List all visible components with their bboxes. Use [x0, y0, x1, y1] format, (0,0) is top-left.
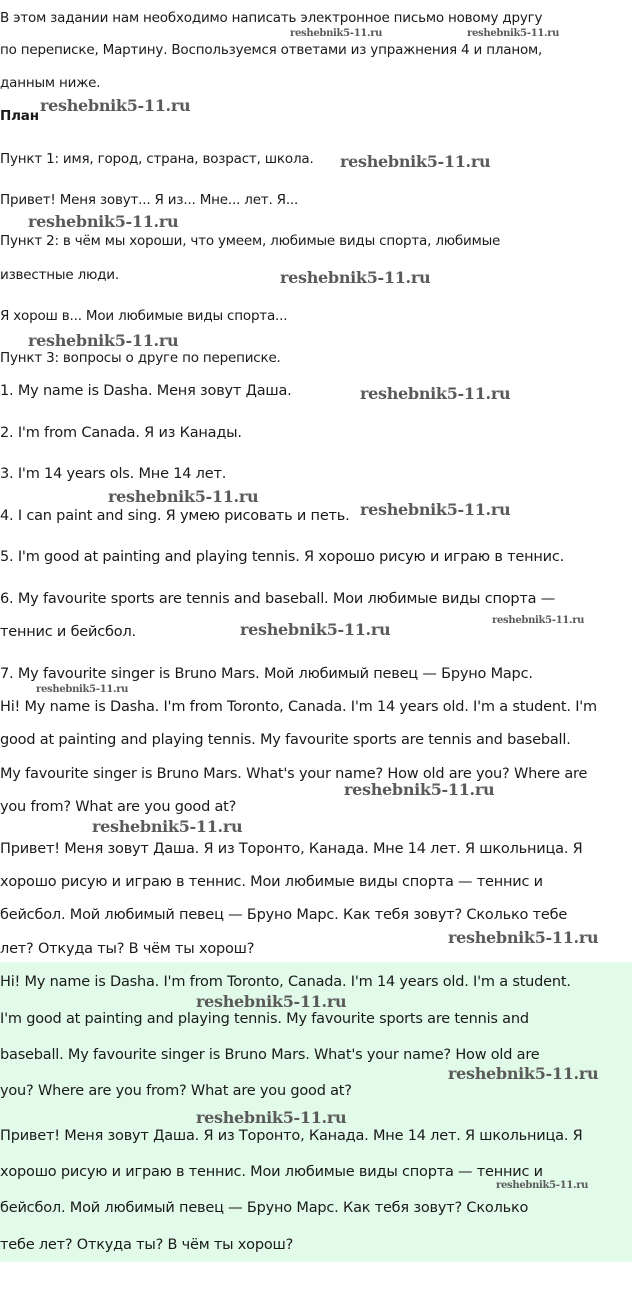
plan-point: Пункт 2: в чём мы хороши, что умеем, любимые виды спорта, любимые — [0, 233, 501, 249]
watermark: reshebnik5-11.ru — [196, 1108, 347, 1127]
plan-point: Я хорош в... Мои любимые виды спорта... — [0, 308, 288, 324]
intro-line: В этом задании нам необходимо написать электронное письмо новому другу — [0, 10, 543, 26]
answer-line: 3. I'm 14 years ols. Мне 14 лет. — [0, 466, 227, 482]
watermark: reshebnik5-11.ru — [92, 817, 243, 836]
watermark: reshebnik5-11.ru — [40, 96, 191, 115]
watermark: reshebnik5-11.ru — [196, 992, 347, 1011]
answer-line: 1. My name is Dasha. Меня зовут Даша. — [0, 383, 292, 399]
plan-point: известные люди. — [0, 267, 119, 283]
draft-ru-line: Привет! Меня зовут Даша. Я из Торонто, Канада. Мне 14 лет. Я школьница. Я — [0, 841, 583, 857]
plan-point: Привет! Меня зовут... Я из... Мне... лет. Я... — [0, 192, 299, 208]
final-ru-line: Привет! Меня зовут Даша. Я из Торонто, Канада. Мне 14 лет. Я школьница. Я — [0, 1128, 583, 1144]
plan-heading: План — [0, 108, 39, 124]
answer-line: 2. I'm from Canada. Я из Канады. — [0, 425, 242, 441]
draft-ru-line: хорошо рисую и играю в теннис. Мои любимые виды спорта — теннис и — [0, 874, 543, 890]
watermark: reshebnik5-11.ru — [492, 615, 585, 626]
draft-en-line: Hi! My name is Dasha. I'm from Toronto, Canada. I'm 14 years old. I'm a student. I'm — [0, 699, 597, 715]
watermark: reshebnik5-11.ru — [448, 1064, 599, 1083]
answer-line: 6. My favourite sports are tennis and baseball. Мои любимые виды спорта — — [0, 591, 556, 607]
final-en-line: Hi! My name is Dasha. I'm from Toronto, Canada. I'm 14 years old. I'm a student. — [0, 974, 571, 990]
watermark: reshebnik5-11.ru — [108, 487, 259, 506]
draft-ru-line: лет? Откуда ты? В чём ты хорош? — [0, 941, 255, 957]
draft-en-line: My favourite singer is Bruno Mars. What's your name? How old are you? Where are — [0, 766, 588, 782]
final-ru-line: бейсбол. Мой любимый певец — Бруно Марс. Как тебя зовут? Сколько — [0, 1200, 529, 1216]
answer-line: 7. My favourite singer is Bruno Mars. Мой любимый певец — Бруно Марс. — [0, 666, 533, 682]
watermark: reshebnik5-11.ru — [36, 684, 129, 695]
plan-point: Пункт 1: имя, город, страна, возраст, школа. — [0, 151, 314, 167]
watermark: reshebnik5-11.ru — [448, 928, 599, 947]
watermark: reshebnik5-11.ru — [340, 152, 491, 171]
watermark: reshebnik5-11.ru — [28, 212, 179, 231]
answer-line: теннис и бейсбол. — [0, 624, 136, 640]
answer-line: 5. I'm good at painting and playing tennis. Я хорошо рисую и играю в теннис. — [0, 549, 565, 565]
draft-ru-line: бейсбол. Мой любимый певец — Бруно Марс. Как тебя зовут? Сколько тебе — [0, 907, 568, 923]
watermark: reshebnik5-11.ru — [344, 780, 495, 799]
watermark: reshebnik5-11.ru — [28, 331, 179, 350]
watermark: reshebnik5-11.ru — [290, 28, 383, 39]
watermark: reshebnik5-11.ru — [360, 384, 511, 403]
watermark: reshebnik5-11.ru — [360, 500, 511, 519]
final-en-line: baseball. My favourite singer is Bruno Mars. What's your name? How old are — [0, 1047, 540, 1063]
watermark: reshebnik5-11.ru — [467, 28, 560, 39]
final-en-line: I'm good at painting and playing tennis. My favourite sports are tennis and — [0, 1011, 529, 1027]
plan-point: Пункт 3: вопросы о друге по переписке. — [0, 350, 281, 366]
draft-en-line: you from? What are you good at? — [0, 799, 237, 815]
answer-line: 4. I can paint and sing. Я умею рисовать и петь. — [0, 508, 350, 524]
watermark: reshebnik5-11.ru — [496, 1180, 589, 1191]
intro-line: данным ниже. — [0, 75, 101, 91]
final-en-line: you? Where are you from? What are you good at? — [0, 1083, 352, 1099]
final-ru-line: хорошо рисую и играю в теннис. Мои любимые виды спорта — теннис и — [0, 1164, 543, 1180]
final-ru-line: тебе лет? Откуда ты? В чём ты хорош? — [0, 1237, 294, 1253]
watermark: reshebnik5-11.ru — [240, 620, 391, 639]
draft-en-line: good at painting and playing tennis. My favourite sports are tennis and baseball. — [0, 732, 571, 748]
intro-line: по переписке, Мартину. Воспользуемся ответами из упражнения 4 и планом, — [0, 42, 543, 58]
watermark: reshebnik5-11.ru — [280, 268, 431, 287]
